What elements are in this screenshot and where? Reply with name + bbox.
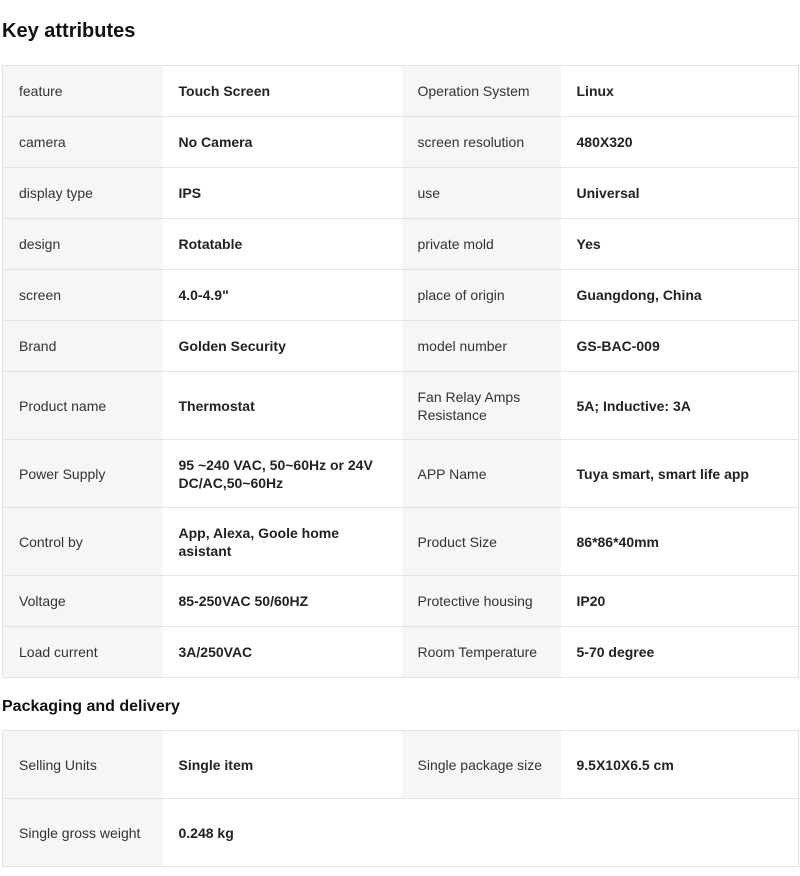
attribute-name: Load current — [3, 627, 163, 678]
attribute-name: Power Supply — [3, 440, 163, 508]
table-row — [3, 270, 799, 321]
attribute-name: model number — [402, 321, 561, 372]
attribute-name: Operation System — [402, 66, 561, 117]
table-row — [3, 219, 799, 270]
attribute-name: Fan Relay Amps Resistance — [402, 372, 561, 440]
attribute-name: feature — [3, 66, 163, 117]
attribute-value: Tuya smart, smart life app — [561, 440, 799, 508]
attribute-name: camera — [3, 117, 163, 168]
attribute-name: display type — [3, 168, 163, 219]
attribute-value: IPS — [163, 168, 402, 219]
table-row — [3, 117, 799, 168]
attribute-name: Single gross weight — [3, 799, 163, 867]
table-row — [3, 799, 799, 867]
table-row — [3, 440, 799, 508]
table-row — [3, 168, 799, 219]
attribute-name: Brand — [3, 321, 163, 372]
attribute-value: 95 ~240 VAC, 50~60Hz or 24V DC/AC,50~60Hz — [163, 440, 402, 508]
attribute-value: 4.0-4.9" — [163, 270, 402, 321]
attribute-name: Protective housing — [402, 576, 561, 627]
attribute-value: Universal — [561, 168, 799, 219]
attribute-value: Linux — [561, 66, 799, 117]
attribute-name: Room Temperature — [402, 627, 561, 678]
attribute-value: IP20 — [561, 576, 799, 627]
attribute-value: 480X320 — [561, 117, 799, 168]
attribute-name: screen resolution — [402, 117, 561, 168]
table-row — [3, 508, 799, 576]
attribute-name: use — [402, 168, 561, 219]
attribute-value: GS-BAC-009 — [561, 321, 799, 372]
packaging-title: Packaging and delivery — [2, 698, 180, 715]
attribute-value: Thermostat — [163, 372, 402, 440]
attribute-value: 0.248 kg — [163, 799, 402, 867]
table-row — [3, 731, 799, 799]
table-row — [3, 576, 799, 627]
key-attributes-table — [2, 65, 799, 678]
attribute-value: 5-70 degree — [561, 627, 799, 678]
empty-cell — [402, 799, 561, 867]
attribute-name: Product Size — [402, 508, 561, 576]
empty-cell — [561, 799, 799, 867]
attribute-value: Single item — [163, 731, 402, 799]
attribute-name: Control by — [3, 508, 163, 576]
attribute-value: Yes — [561, 219, 799, 270]
attribute-name: design — [3, 219, 163, 270]
attribute-name: private mold — [402, 219, 561, 270]
attribute-value: No Camera — [163, 117, 402, 168]
attribute-name: place of origin — [402, 270, 561, 321]
attribute-value: 85-250VAC 50/60HZ — [163, 576, 402, 627]
attribute-value: 86*86*40mm — [561, 508, 799, 576]
attribute-value: App, Alexa, Goole home asistant — [163, 508, 402, 576]
attribute-value: Guangdong, China — [561, 270, 799, 321]
attribute-value: Rotatable — [163, 219, 402, 270]
attribute-value: 5A; Inductive: 3A — [561, 372, 799, 440]
attribute-name: Voltage — [3, 576, 163, 627]
table-row — [3, 372, 799, 440]
key-attributes-title: Key attributes — [2, 20, 136, 42]
attribute-value: Golden Security — [163, 321, 402, 372]
attribute-name: Single package size — [402, 731, 561, 799]
attribute-name: APP Name — [402, 440, 561, 508]
table-row — [3, 627, 799, 678]
attribute-name: screen — [3, 270, 163, 321]
attribute-value: 3A/250VAC — [163, 627, 402, 678]
packaging-table — [2, 730, 799, 867]
table-row — [3, 321, 799, 372]
attribute-value: 9.5X10X6.5 cm — [561, 731, 799, 799]
table-row — [3, 66, 799, 117]
attribute-name: Product name — [3, 372, 163, 440]
attribute-name: Selling Units — [3, 731, 163, 799]
attribute-value: Touch Screen — [163, 66, 402, 117]
